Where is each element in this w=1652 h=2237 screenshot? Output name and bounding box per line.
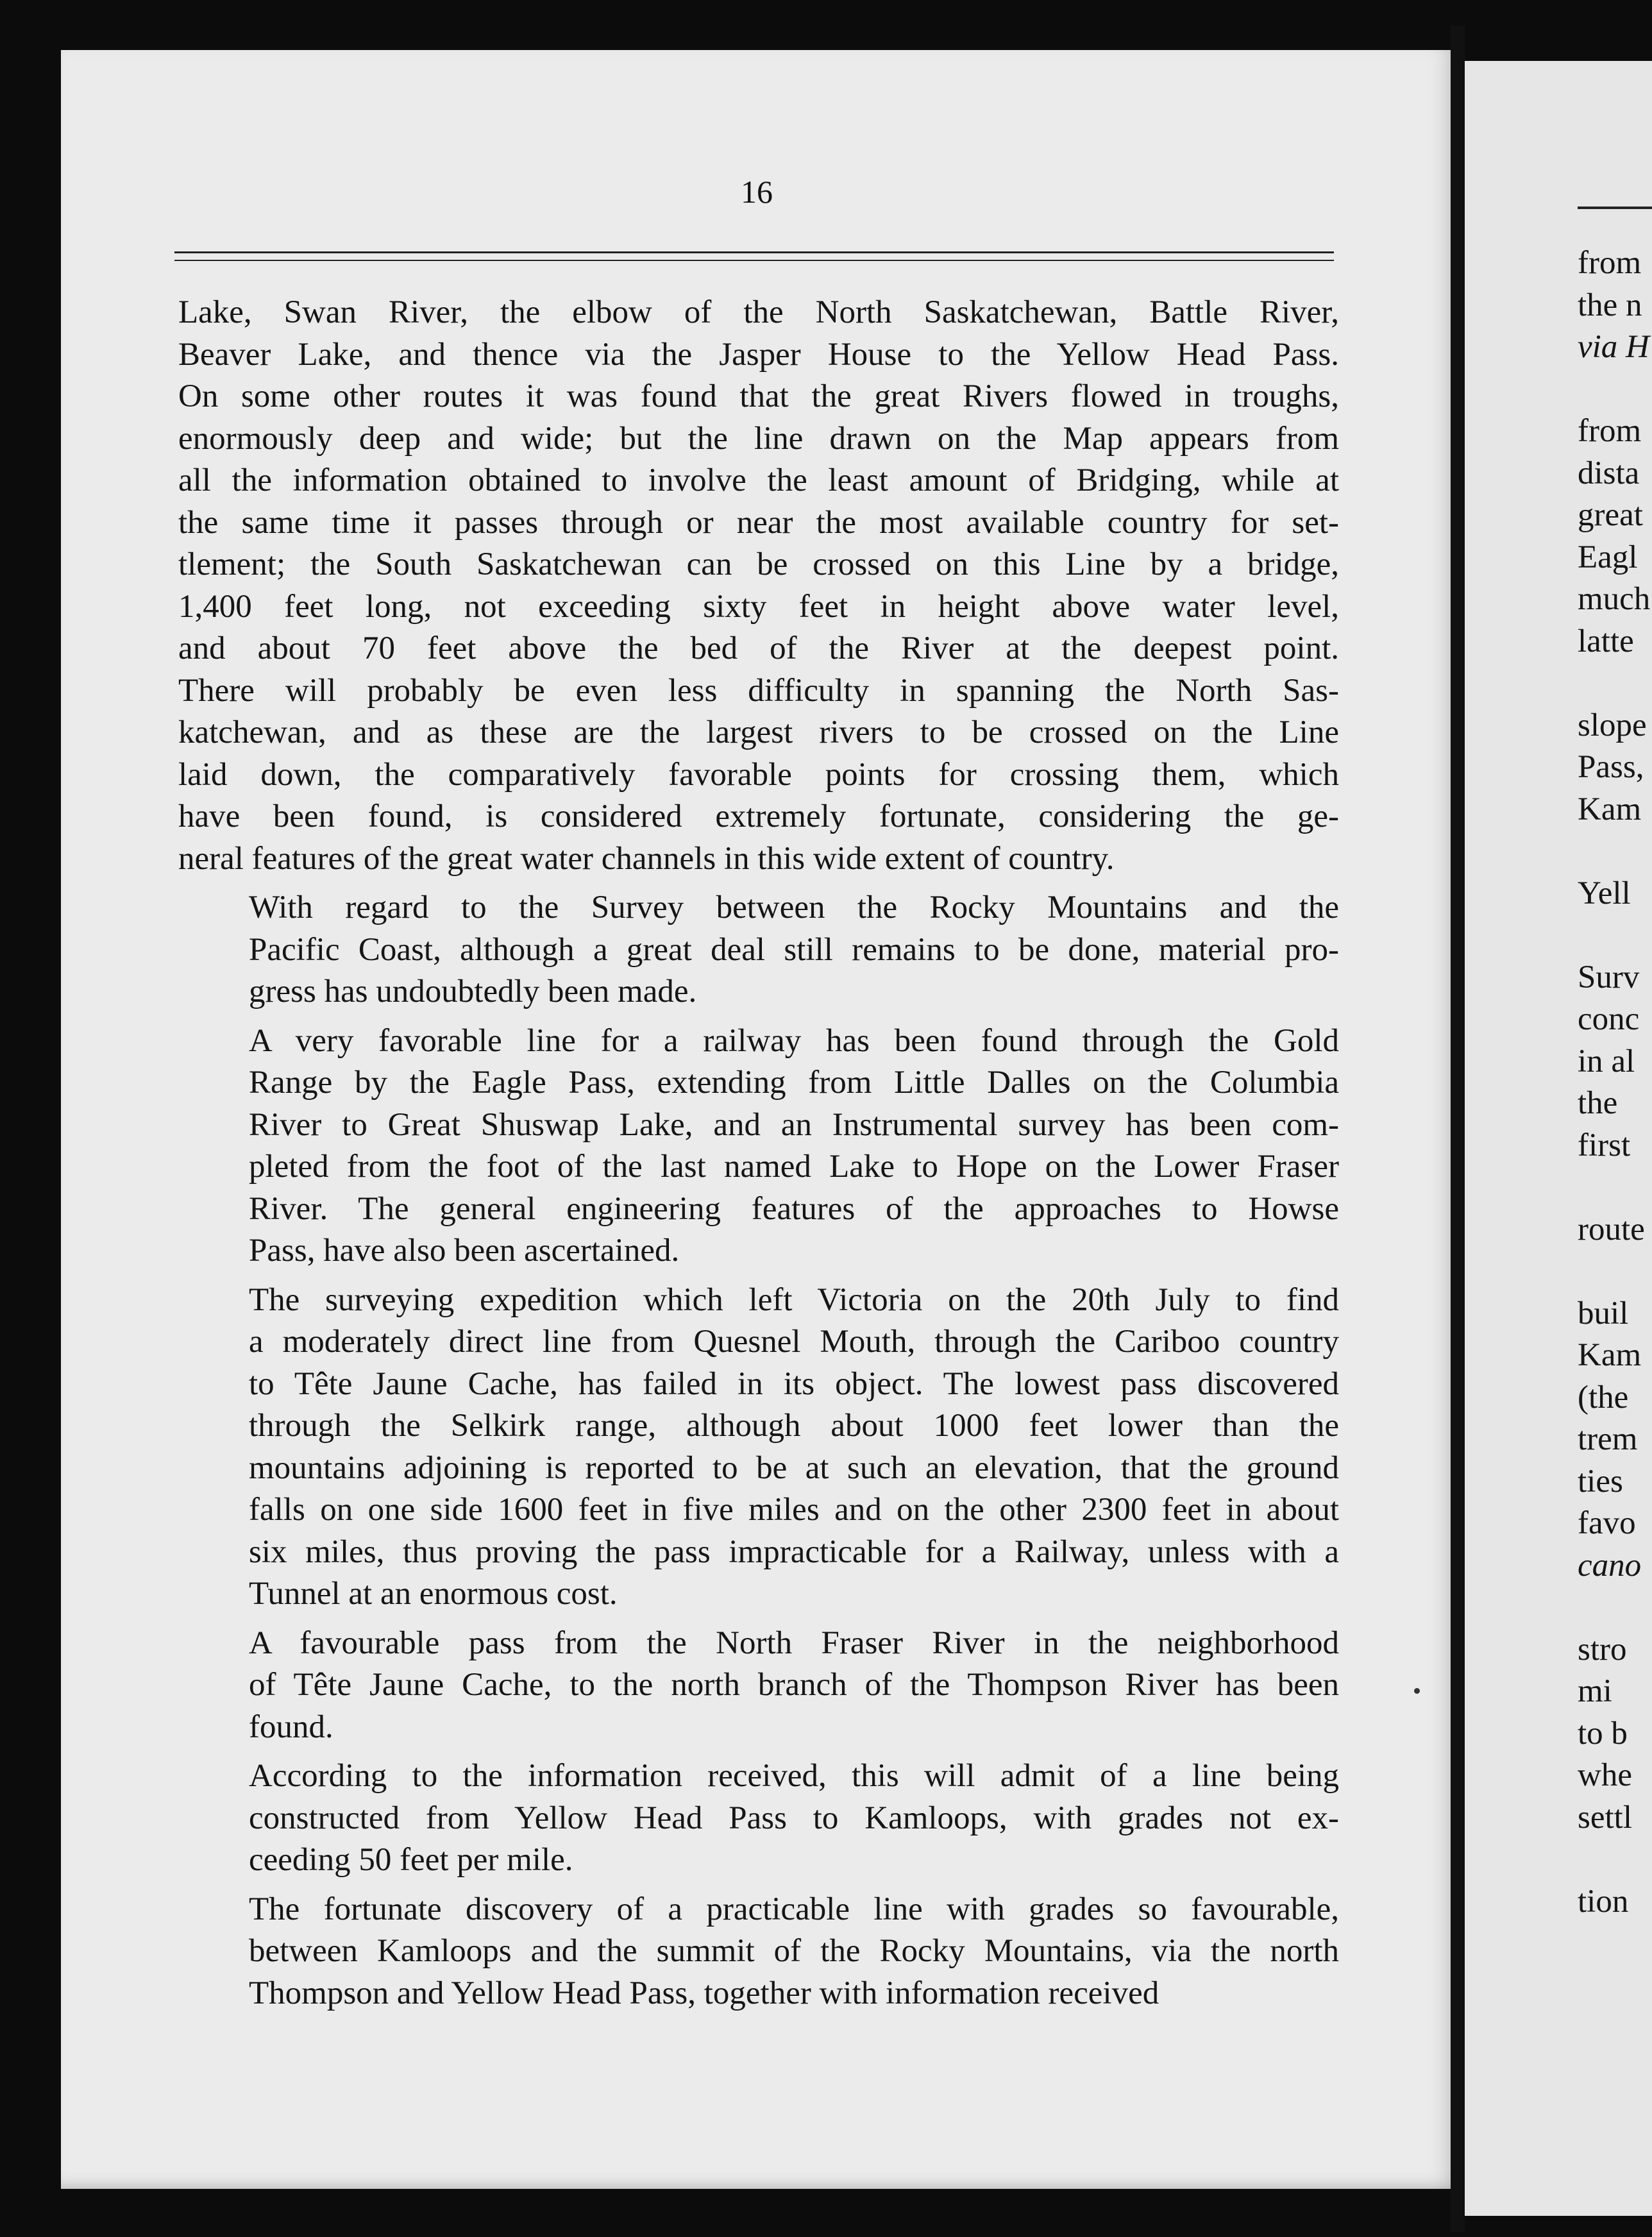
page-number: 16 <box>741 174 773 210</box>
next-page-line-fragment <box>1578 369 1650 411</box>
next-page-line-fragment: ties <box>1578 1463 1623 1499</box>
text-line: constructed from Yellow Head Pass to Kamloops, with grades not ex- <box>249 1800 1339 1836</box>
next-page-line-fragment: settl <box>1578 1799 1632 1836</box>
text-line: Thompson and Yellow Head Pass, together with information received <box>249 1975 1159 2011</box>
paragraph <box>178 1623 1339 1749</box>
text-line: enormously deep and wide; but the line drawn on the Map appears from <box>178 420 1339 457</box>
header-rule <box>174 251 1334 253</box>
paragraph <box>178 1020 1339 1272</box>
text-line: mountains adjoining is reported to be at such an elevation, that the ground <box>249 1449 1339 1486</box>
next-page-line-fragment: first <box>1578 1127 1631 1163</box>
text-line: found. <box>249 1709 333 1745</box>
next-page-line-fragment: conc <box>1578 1001 1640 1037</box>
text-line: gress has undoubtedly been made. <box>249 974 697 1009</box>
text-line: River. The general engineering features of the approaches to Howse <box>249 1190 1339 1227</box>
text-line: and about 70 feet above the bed of the River at the deepest point. <box>178 630 1339 666</box>
text-line: A very favorable line for a railway has been found through the Gold <box>249 1022 1339 1059</box>
next-page-line-fragment: from <box>1578 413 1642 449</box>
text-line: Pacific Coast, although a great deal still remains to be done, material pro- <box>249 931 1339 968</box>
next-page-line-fragment: stro <box>1578 1631 1627 1667</box>
text-line: between Kamloops and the summit of the Rocky Mountains, via the north <box>249 1933 1339 1969</box>
text-line: According to the information received, this will admit of a line being <box>249 1758 1339 1794</box>
text-line: neral features of the great water channels in this wide extent of country. <box>178 840 1115 877</box>
next-page-line-fragment <box>1578 1167 1650 1209</box>
next-page-line-fragment: (the <box>1578 1379 1629 1415</box>
next-page-line-fragment: via H <box>1578 329 1649 365</box>
text-line: The surveying expedition which left Victoria on the 20th July to find <box>249 1281 1339 1318</box>
next-page-line-fragment <box>1578 663 1650 705</box>
text-line: Range by the Eagle Pass, extending from Little Dalles on the Columbia <box>249 1065 1339 1101</box>
text-line: With regard to the Survey between the Rocky Mountains and the <box>249 890 1339 925</box>
book-gutter <box>1451 26 1465 2232</box>
next-page-line-fragment: Yell <box>1578 875 1631 911</box>
text-line: ceeding 50 feet per mile. <box>249 1842 573 1878</box>
text-line: falls on one side 1600 feet in five miles and on the other 2300 feet in about <box>249 1492 1339 1528</box>
text-line: A favourable pass from the North Fraser River in the neighborhood <box>249 1625 1339 1661</box>
text-line: a moderately direct line from Quesnel Mouth, through the Cariboo country <box>249 1324 1339 1360</box>
text-line: There will probably be even less difficulty in spanning the North Sas- <box>178 672 1339 709</box>
next-page-line-fragment: to b <box>1578 1715 1628 1752</box>
text-line: pleted from the foot of the last named Lake to Hope on the Lower Fraser <box>249 1149 1339 1185</box>
text-line: all the information obtained to involve the least amount of Bridging, while at <box>178 462 1339 498</box>
next-page-line-fragment: buil <box>1578 1295 1629 1331</box>
next-page-line-fragment <box>1578 831 1650 873</box>
next-page-line-fragment <box>1578 915 1650 957</box>
text-line: Lake, Swan River, the elbow of the North Saskatchewan, Battle River, <box>178 294 1339 330</box>
next-page-line-fragment: tion <box>1578 1883 1629 1920</box>
next-page-line-fragment <box>1578 1587 1650 1629</box>
next-page-line-fragment: Surv <box>1578 959 1640 995</box>
text-line: Pass, have also been ascertained. <box>249 1233 680 1269</box>
text-line: tlement; the South Saskatchewan can be crossed on this Line by a bridge, <box>178 546 1339 582</box>
text-line: Tunnel at an enormous cost. <box>249 1576 618 1612</box>
next-page-line-fragment: Pass, <box>1578 749 1644 785</box>
body-text <box>178 292 1339 2014</box>
header-rule-thin <box>174 260 1334 261</box>
next-page-line-fragment: Kam <box>1578 1337 1642 1373</box>
paragraph <box>178 1279 1339 1616</box>
next-page-line-fragment: in al <box>1578 1043 1635 1079</box>
next-page-line-fragment: cano <box>1578 1547 1642 1583</box>
text-line: six miles, thus proving the pass impracticable for a Railway, unless with a <box>249 1533 1339 1570</box>
paragraph <box>178 292 1339 880</box>
text-line: have been found, is considered extremely fortunate, considering the ge- <box>178 798 1339 834</box>
text-line: through the Selkirk range, although about 1000 feet lower than the <box>249 1408 1339 1444</box>
text-line: the same time it passes through or near the most available country for set- <box>178 504 1339 541</box>
paragraph <box>178 1755 1339 1882</box>
text-line: to Tête Jaune Cache, has failed in its object. The lowest pass discovered <box>249 1365 1339 1402</box>
paragraph <box>178 1889 1339 2015</box>
next-page-line-fragment <box>1578 1839 1650 1881</box>
next-page-header-rule <box>1578 207 1652 209</box>
text-line: Beaver Lake, and thence via the Jasper House to the Yellow Head Pass. <box>178 336 1339 373</box>
next-page-line-fragment: whe <box>1578 1757 1632 1793</box>
text-line: laid down, the comparatively favorable points for crossing them, which <box>178 756 1339 793</box>
next-page-line-fragment: latte <box>1578 623 1634 659</box>
next-page-line-fragment: the n <box>1578 287 1642 323</box>
next-page-line-fragment: mi <box>1578 1673 1612 1709</box>
next-page-line-fragment: favo <box>1578 1505 1636 1541</box>
next-page-line-fragment: the <box>1578 1085 1618 1121</box>
next-page-line-fragment: slope <box>1578 707 1647 743</box>
next-page-line-fragment: trem <box>1578 1421 1638 1457</box>
text-line: On some other routes it was found that the great Rivers flowed in troughs, <box>178 378 1339 414</box>
next-page-line-fragment: dista <box>1578 455 1640 491</box>
next-page-line-fragment: route <box>1578 1211 1645 1247</box>
next-page-line-fragment: Kam <box>1578 791 1642 827</box>
next-page-line-fragment: from <box>1578 245 1642 281</box>
paragraph <box>178 887 1339 1013</box>
text-line: The fortunate discovery of a practicable line with grades so favourable, <box>249 1891 1339 1927</box>
next-page-line-fragment: great <box>1578 497 1643 533</box>
text-line: River to Great Shuswap Lake, and an Instrumental survey has been com- <box>249 1106 1339 1143</box>
next-page-line-fragment: much <box>1578 581 1651 617</box>
text-line: of Tête Jaune Cache, to the north branch of the Thompson River has been <box>249 1667 1339 1703</box>
next-page-line-fragment: Eagl <box>1578 539 1638 575</box>
ink-dot <box>1414 1688 1420 1694</box>
text-line: katchewan, and as these are the largest rivers to be crossed on the Line <box>178 714 1339 750</box>
next-page-line-fragment <box>1578 1251 1650 1293</box>
next-page-fragments <box>1578 242 1650 1923</box>
text-line: 1,400 feet long, not exceeding sixty feet in height above water level, <box>178 588 1339 625</box>
